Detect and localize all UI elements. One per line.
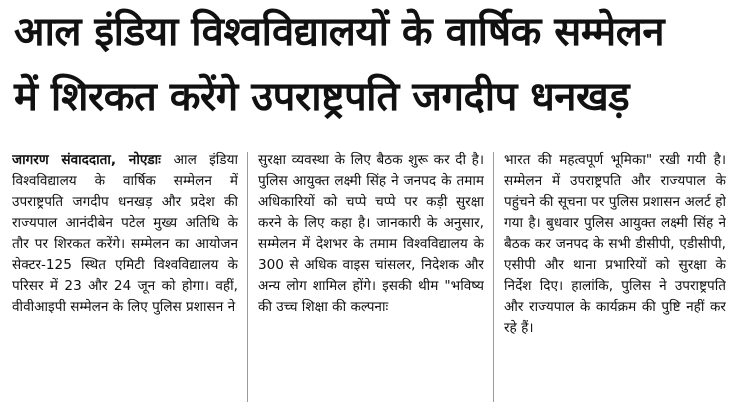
column-divider — [247, 152, 248, 402]
headline-line-2: में शिरकत करेंगे उपराष्ट्रपति जगदीप धनखड़ — [14, 74, 630, 120]
article-column-1 — [12, 150, 238, 405]
column-divider — [493, 152, 494, 402]
article-column-2-text: सुरक्षा व्यवस्था के लिए बैठक शुरू कर दी है। पुलिस आयुक्त लक्ष्मी सिंह ने जनपद के तमाम अधिकारियों को चप्पे चप्पे पर कड़ी सुरक्षा करने के लिए कहा है। जानकारी के अनुसार, सम्मेलन में देशभर के तमाम विश्वविद्यालय के 300 से अधिक वाइस चांसलर, निदेशक और अन्य लोग शामिल होंगे। इसकी थीम "भविष्य की उच्च शिक्षा की कल्पनाः — [258, 152, 484, 315]
article-column-3 — [504, 150, 726, 405]
article-column-2 — [258, 150, 484, 405]
headline-line-1: आल इंडिया विश्वविद्यालयों के वार्षिक सम्मेलन — [14, 9, 665, 55]
article-column-3-text: भारत की महत्वपूर्ण भूमिका" रखी गयी है। सम्मेलन में उपराष्ट्रपति और राज्यपाल के पहुंचने की सूचना पर पुलिस प्रशासन अलर्ट हो गया है। बुधवार पुलिस आयुक्त लक्ष्मी सिंह ने बैठक कर जनपद के सभी डीसीपी, एडीसीपी, एसीपी और थाना प्रभारियों को सुरक्षा के निर्देश दिए। हालांकि, पुलिस ने उपराष्ट्रपति और राज्यपाल के कार्यक्रम की पुष्टि नहीं कर रहे हैं। — [504, 152, 726, 336]
article-column-1-text: आल इंडिया विश्वविद्यालय के वार्षिक सम्मेलन में उपराष्ट्रपति जगदीप धनखड़ और प्रदेश की राज्यपाल आनंदीबेन पटेल मुख्य अतिथि के तौर पर शिरकत करेंगे। सम्मेलन का आयोजन सेक्टर-125 स्थित एमिटी विश्वविद्यालय के परिसर में 23 और 24 जून को होगा। वहीं, वीवीआइपी सम्मेलन के लिए पुलिस प्रशासन ने — [12, 152, 238, 315]
byline: जागरण संवाददाता, नोएडाः — [12, 152, 174, 168]
